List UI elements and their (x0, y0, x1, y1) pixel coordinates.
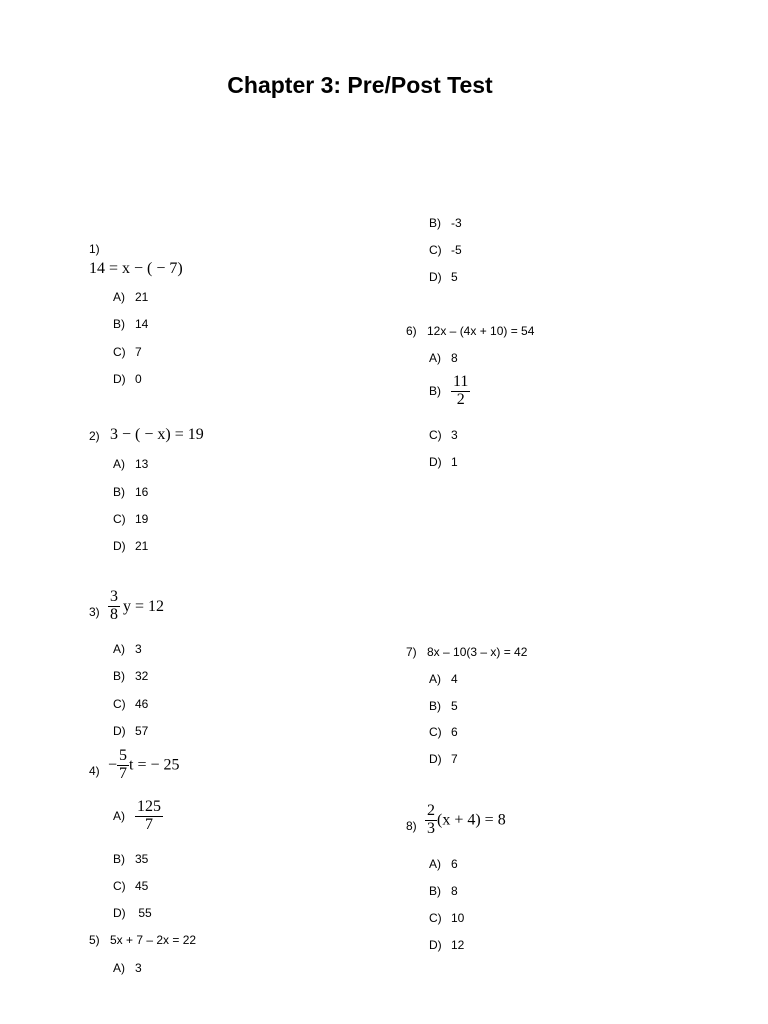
choice-a: A) 21 (113, 290, 149, 304)
choice-d: D) 21 (113, 539, 149, 553)
choice-b: B) 16 (113, 485, 149, 499)
question-number: 8) (406, 819, 417, 833)
choice-b: B) 5 (429, 699, 458, 713)
choice-a: A) 8 (429, 351, 458, 365)
choice-c: C) 10 (429, 911, 465, 925)
question-number: 5) (89, 933, 100, 947)
page-title: Chapter 3: Pre/Post Test (227, 72, 493, 98)
choice-a: A) 13 (113, 457, 149, 471)
fraction: $\frac{125}{7}$ (137, 798, 161, 833)
choice-b: B) 14 (113, 317, 149, 331)
choice-a: A) 6 (429, 857, 458, 871)
fraction: $\frac{2}{3}$ (427, 802, 435, 837)
choice-a: A) 3 (113, 961, 142, 975)
fraction: $\frac{11}{2}$ (453, 373, 469, 408)
choice-d: D) 55 (113, 906, 152, 920)
question-equation: 8x – 10(3 – x) = 42 (427, 645, 528, 659)
choice-a: A) 3 (113, 642, 142, 656)
question-equation: $\frac{3}{8}$ y = 12 (110, 588, 165, 623)
question-equation: 14 = x − ( − 7) (89, 260, 183, 277)
choice-b: B) 8 (429, 884, 458, 898)
choice-c: C) 19 (113, 512, 149, 526)
question-equation: − $\frac{5}{7}$ t = − 25 (108, 747, 180, 782)
choice-c: C) 3 (429, 428, 458, 442)
choice-a: A) $\frac{125}{7}$ (113, 798, 161, 833)
question-number: 1) (89, 242, 100, 256)
choice-a: A) 4 (429, 672, 458, 686)
fraction: $\frac{5}{7}$ (119, 747, 128, 782)
choice-c: C) 45 (113, 879, 149, 893)
choice-c: C) 6 (429, 725, 458, 739)
question-number: 2) (89, 429, 100, 443)
choice-d: D) 5 (429, 270, 458, 284)
choice-c: C) 7 (113, 345, 142, 359)
choice-d: D) 1 (429, 455, 458, 469)
question-equation: $\frac{2}{3}$ (x + 4) = 8 (427, 802, 506, 837)
choice-b: B) -3 (429, 216, 462, 230)
choice-b: B) 32 (113, 669, 149, 683)
choice-d: D) 0 (113, 372, 142, 386)
question-equation: 5x + 7 – 2x = 22 (110, 933, 197, 947)
choice-b: B) $\frac{11}{2}$ (429, 373, 469, 408)
choice-b: B) 35 (113, 852, 149, 866)
fraction: $\frac{3}{8}$ (110, 588, 118, 623)
question-equation: 3 − ( − x) = 19 (110, 426, 204, 443)
question-equation: 12x – (4x + 10) = 54 (427, 324, 535, 338)
question-number: 4) (89, 764, 100, 778)
question-number: 3) (89, 605, 100, 619)
choice-c: C) 46 (113, 697, 149, 711)
choice-c: C) -5 (429, 243, 462, 257)
choice-d: D) 12 (429, 938, 465, 952)
question-number: 7) (406, 645, 417, 659)
question-number: 6) (406, 324, 417, 338)
choice-d: D) 7 (429, 752, 458, 766)
choice-d: D) 57 (113, 724, 149, 738)
